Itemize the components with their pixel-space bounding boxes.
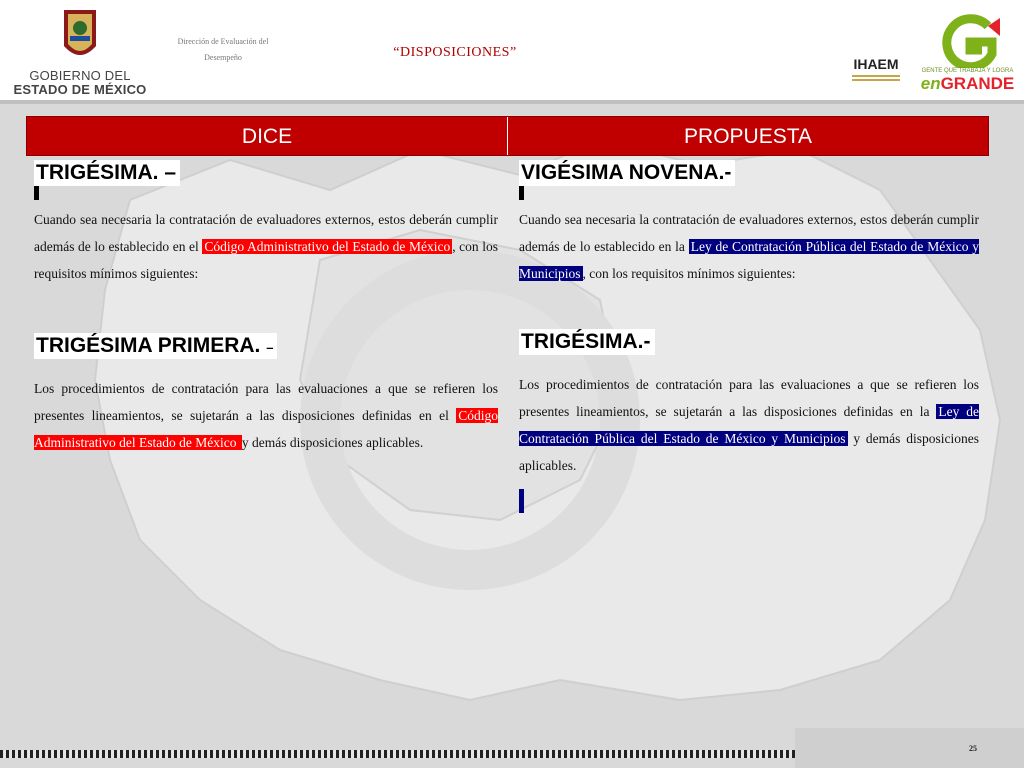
propuesta-p1-highlight: Ley de Contratación Pública del Estado de México y Municipios [519,239,980,281]
coat-of-arms-icon [10,6,150,66]
dice-p2-highlight: Código Administrativo del Estado de México [34,408,498,450]
engrande-logo [920,14,1015,94]
engrande-g-icon [920,14,1015,68]
gobierno-logo [10,6,150,98]
gov-name-line1: GOBIERNO DEL [29,68,131,83]
engrande-grande: GRANDE [940,74,1015,93]
dice-column [34,160,498,456]
ihaem-logo [846,56,906,90]
department-line2: Desempeño [204,53,242,62]
propuesta-column [519,160,979,513]
engrande-wordmark [920,74,1015,94]
propuesta-paragraph-1 [519,206,979,287]
footer-box [795,728,1024,768]
propuesta-end-marker [519,489,524,513]
dice-heading-trigesima-primera [34,333,277,359]
ihaem-label: IHAEM [853,56,899,72]
dice-p1-end: , con los requisitos mínimos siguientes: [34,239,498,281]
department-line1: Dirección de Evaluación del [177,37,269,46]
propuesta-heading-trigesima: TRIGÉSIMA.- [519,329,655,355]
dice-paragraph-2 [34,375,498,456]
page-number: 25 [969,744,977,753]
gov-name-line2: ESTADO DE MÉXICO [13,82,147,97]
propuesta-p2-highlight: Ley de Contratación Pública del Estado de México y Municipios [519,404,979,446]
dice-heading2-dash: – [266,340,274,355]
propuesta-p2-end: y demás disposiciones aplicables. [519,431,979,473]
propuesta-p1-text: Cuando sea necesaria la contratación de evaluadores externos, estos deberán cumplir además de lo establecido en la [519,212,979,254]
propuesta-p1-end: , con los requisitos mínimos siguientes: [582,266,796,281]
dice-p1-text: Cuando sea necesaria la contratación de evaluadores externos, estos deberán cumplir además de lo establecido en el [34,212,498,254]
dice-heading-trigesima: TRIGÉSIMA. – [34,160,180,186]
engrande-en: en [920,74,941,93]
propuesta-paragraph-2 [519,371,979,479]
heading-marker [519,186,524,200]
slide-title: “DISPOSICIONES” [393,45,517,60]
slide-header [0,0,1024,104]
dice-p1-highlight: Código Administrativo del Estado de México [204,239,451,254]
dice-p2-end: y demás disposiciones aplicables. [241,435,424,450]
column-header-dice: DICE [241,125,293,148]
propuesta-heading-vigesima-novena: VIGÉSIMA NOVENA.- [519,160,735,186]
engrande-tagline: GENTE QUE TRABAJA Y LOGRA [921,68,1014,74]
comparison-table-header [26,116,989,156]
ihaem-subtitle-lines [852,74,900,84]
column-header-propuesta: PROPUESTA [507,117,988,155]
propuesta-p2-text: Los procedimientos de contratación para las evaluaciones a que se refieren los presentes lineamientos, se sujetarán a las disposiciones definidas en la [519,377,979,419]
dice-paragraph-1 [34,206,498,287]
header-divider [0,100,1024,104]
dice-heading2-text: TRIGÉSIMA PRIMERA. [36,334,261,357]
footer-stripe [0,750,795,758]
heading-marker [34,186,39,200]
dice-p2-text: Los procedimientos de contratación para las evaluaciones a que se refieren los presentes lineamientos, se sujetarán a las disposiciones definidas en el [34,381,498,423]
